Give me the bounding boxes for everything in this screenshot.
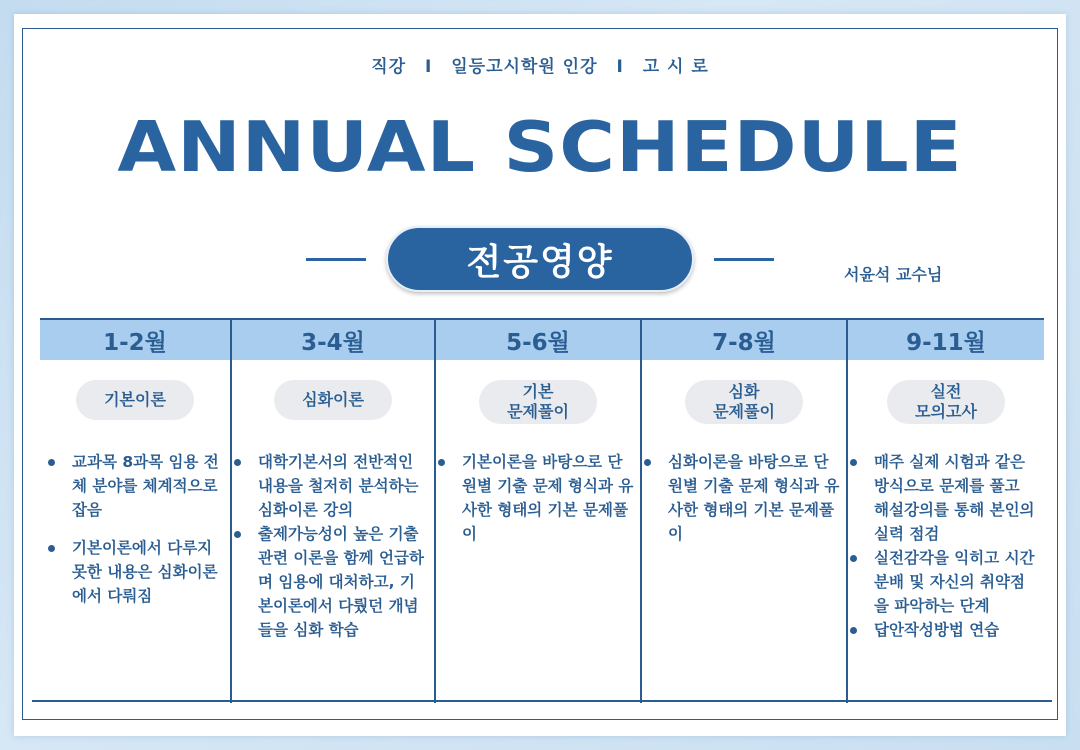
list-item: 답안작성방법 연습 bbox=[848, 618, 1038, 642]
header-separator: I bbox=[616, 57, 624, 77]
item-list bbox=[46, 450, 224, 608]
month-label: 3-4월 bbox=[301, 330, 365, 356]
schedule-card bbox=[14, 14, 1066, 736]
header-part-3: 고 시 로 bbox=[642, 57, 709, 77]
list-item: 기본이론에서 다루지 못한 내용은 심화이론에서 다뤄짐 bbox=[46, 536, 224, 608]
list-item: 대학기본서의 전반적인 내용을 철저히 분석하는 심화이론 강의 bbox=[232, 450, 428, 522]
list-item: 매주 실제 시험과 같은 방식으로 문제를 풀고 해설강의를 통해 본인의 실력 점검 bbox=[848, 450, 1038, 546]
header-part-2: 일등고시학원 인강 bbox=[451, 57, 598, 77]
list-item: 실전감각을 익히고 시간 분배 및 자신의 취약점을 파악하는 단계 bbox=[848, 546, 1038, 618]
right-dash bbox=[714, 258, 774, 261]
phase-badge: 기본 문제풀이 bbox=[479, 380, 597, 424]
month-label: 9-11월 bbox=[906, 330, 986, 356]
list-item: 기본이론을 바탕으로 단원별 기출 문제 형식과 유사한 형태의 기본 문제풀이 bbox=[436, 450, 634, 546]
header-part-1: 직강 bbox=[371, 57, 407, 77]
list-item: 심화이론을 바탕으로 단원별 기출 문제 형식과 유사한 형태의 기본 문제풀이 bbox=[642, 450, 840, 546]
left-dash bbox=[306, 258, 366, 261]
month-label: 1-2월 bbox=[103, 330, 167, 356]
column-4 bbox=[642, 318, 846, 703]
schedule-table bbox=[40, 318, 1044, 703]
professor-name: 서윤석 교수님 bbox=[844, 265, 943, 284]
item-list bbox=[232, 450, 428, 642]
phase-badge: 실전 모의고사 bbox=[887, 380, 1005, 424]
page-title: ANNUAL SCHEDULE bbox=[117, 105, 963, 188]
column-1 bbox=[40, 318, 230, 703]
item-list bbox=[848, 450, 1038, 642]
item-list bbox=[436, 450, 634, 546]
column-5 bbox=[848, 318, 1044, 703]
month-label: 5-6월 bbox=[506, 330, 570, 356]
list-item: 교과목 8과목 임용 전체 분야를 체계적으로 잡음 bbox=[46, 450, 224, 522]
month-label: 7-8월 bbox=[712, 330, 776, 356]
column-2 bbox=[232, 318, 434, 703]
column-3 bbox=[436, 318, 640, 703]
item-list bbox=[642, 450, 840, 546]
phase-badge: 기본이론 bbox=[76, 380, 194, 420]
list-item: 출제가능성이 높은 기출 관련 이론을 함께 언급하며 임용에 대처하고, 기본이론에서 다뤘던 개념들을 심화 학습 bbox=[232, 522, 428, 642]
header-separator: I bbox=[424, 57, 433, 77]
phase-badge: 심화이론 bbox=[274, 380, 392, 420]
subject-pill: 전공영양 bbox=[386, 226, 694, 292]
header-line bbox=[14, 52, 1066, 77]
phase-badge: 심화 문제풀이 bbox=[685, 380, 803, 424]
bottom-rule bbox=[32, 700, 1052, 702]
